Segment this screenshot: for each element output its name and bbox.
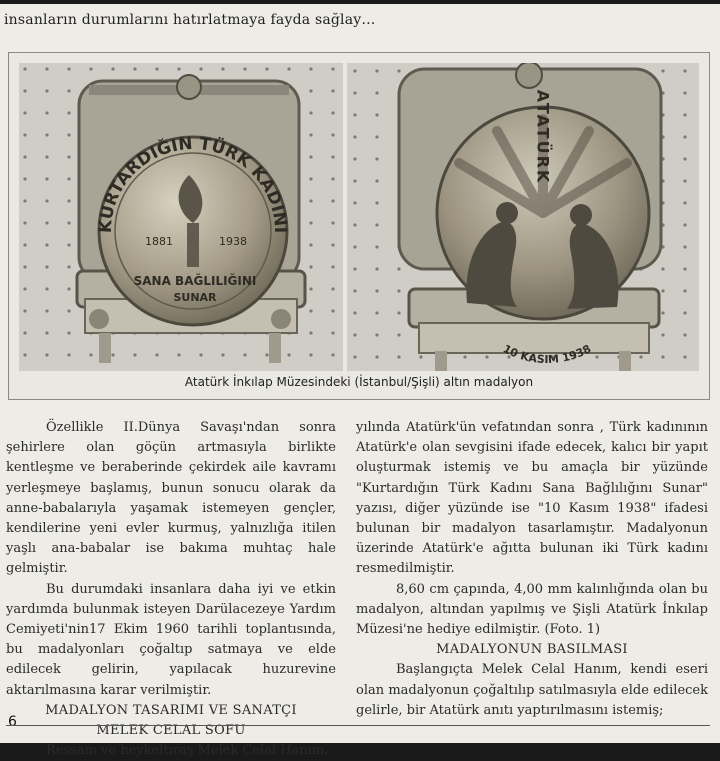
section-heading: MADALYONUN BASILMASI <box>436 642 628 658</box>
medal-back-date-text: 10 KASIM 1938 <box>500 342 594 367</box>
medal-front-year-left: 1881 <box>145 235 173 248</box>
photo-caption: Atatürk İnkılap Müzesindeki (İstanbul/Şişli) altın madalyon <box>184 375 534 389</box>
right-text-column <box>356 418 708 721</box>
section-heading: MADALYON TASARIMI VE SANATÇI <box>45 702 297 718</box>
medal-front-line2: SUNAR <box>173 291 217 304</box>
page-number: 6 <box>8 714 17 730</box>
footer-divider <box>6 725 710 726</box>
medal-back-vertical-text: ATATÜRK <box>533 89 553 185</box>
photo-figure <box>8 52 710 400</box>
medal-front-line1: SANA BAĞLILIĞINI <box>133 274 257 288</box>
medal-front-ring-text: KURTARDIĞIN TÜRK KADINI <box>95 133 291 234</box>
document-page <box>0 4 720 759</box>
left-text-column <box>6 418 336 761</box>
medal-front-year-right: 1938 <box>219 235 247 248</box>
paragraph: Bu durumdaki insanlara daha iyi ve etkin yardımda bulunmak isteyen Darülacezeye Yardım Cemiyeti'nin17 Ekim 1960 tarihli toplantısında, bu madalyonları çoğaltıp satmaya ve elde edilecek gelirin, yapılacak huzurevine aktarılmasına karar verilmiştir. <box>6 581 336 698</box>
paragraph: Özellikle II.Dünya Savaşı'ndan sonra şehirlere olan göçün artmasıyla birlikte kentleşme ve beraberinde çekirdek aile kavramı yerleşmeye başlamış, bunun sonucu olarak da anne-babalarıyla yaşamak istemeyen gençler, kendilerine yeni evler kurmuş, yalnızlığa itilen yaşlı ana-babalar ise bakıma muhtaç hale gelmiştir. <box>6 420 336 577</box>
top-text-line: insanların durumlarını hatırlatmaya fayda sağlay… <box>4 12 376 28</box>
medal-back-image <box>347 63 699 371</box>
medal-front-image <box>19 63 343 371</box>
paragraph: yılında Atatürk'ün vefatından sonra , Türk kadınının Atatürk'e olan sevgisini ifade edecek, kalıcı bir yapıt oluşturmak istemiş ve bu amaçla bir yüzünde "Kurtardığın Türk Kadını Sana Bağlılığını Sunar" yazısı, diğer yüzünde ise "10 Kasım 1938" ifadesi bulunan bir madalyon tasarlamıştır. Madalyonun üzerinde Atatürk'e ağıtta bulunan iki Türk kadını resmedilmiştir. <box>356 420 708 577</box>
medal-back-photo <box>347 63 699 371</box>
section-heading: MELEK CELAL SOFU <box>96 723 246 739</box>
medal-front-photo <box>19 63 343 371</box>
paragraph: Başlangıçta Melek Celal Hanım, kendi eseri olan madalyonun çoğaltılıp satılmasıyla elde edilecek gelirle, bir Atatürk anıtı yaptırılmasını istemiş; <box>356 662 708 718</box>
paragraph: 8,60 cm çapında, 4,00 mm kalınlığında olan bu madalyon, altından yapılmış ve Şişli Atatürk İnkılap Müzesi'ne hediye edilmiştir. (Foto. 1) <box>356 581 708 638</box>
paragraph: Ressam ve heykeltıraş Melek Celal Hanım, <box>46 743 329 759</box>
